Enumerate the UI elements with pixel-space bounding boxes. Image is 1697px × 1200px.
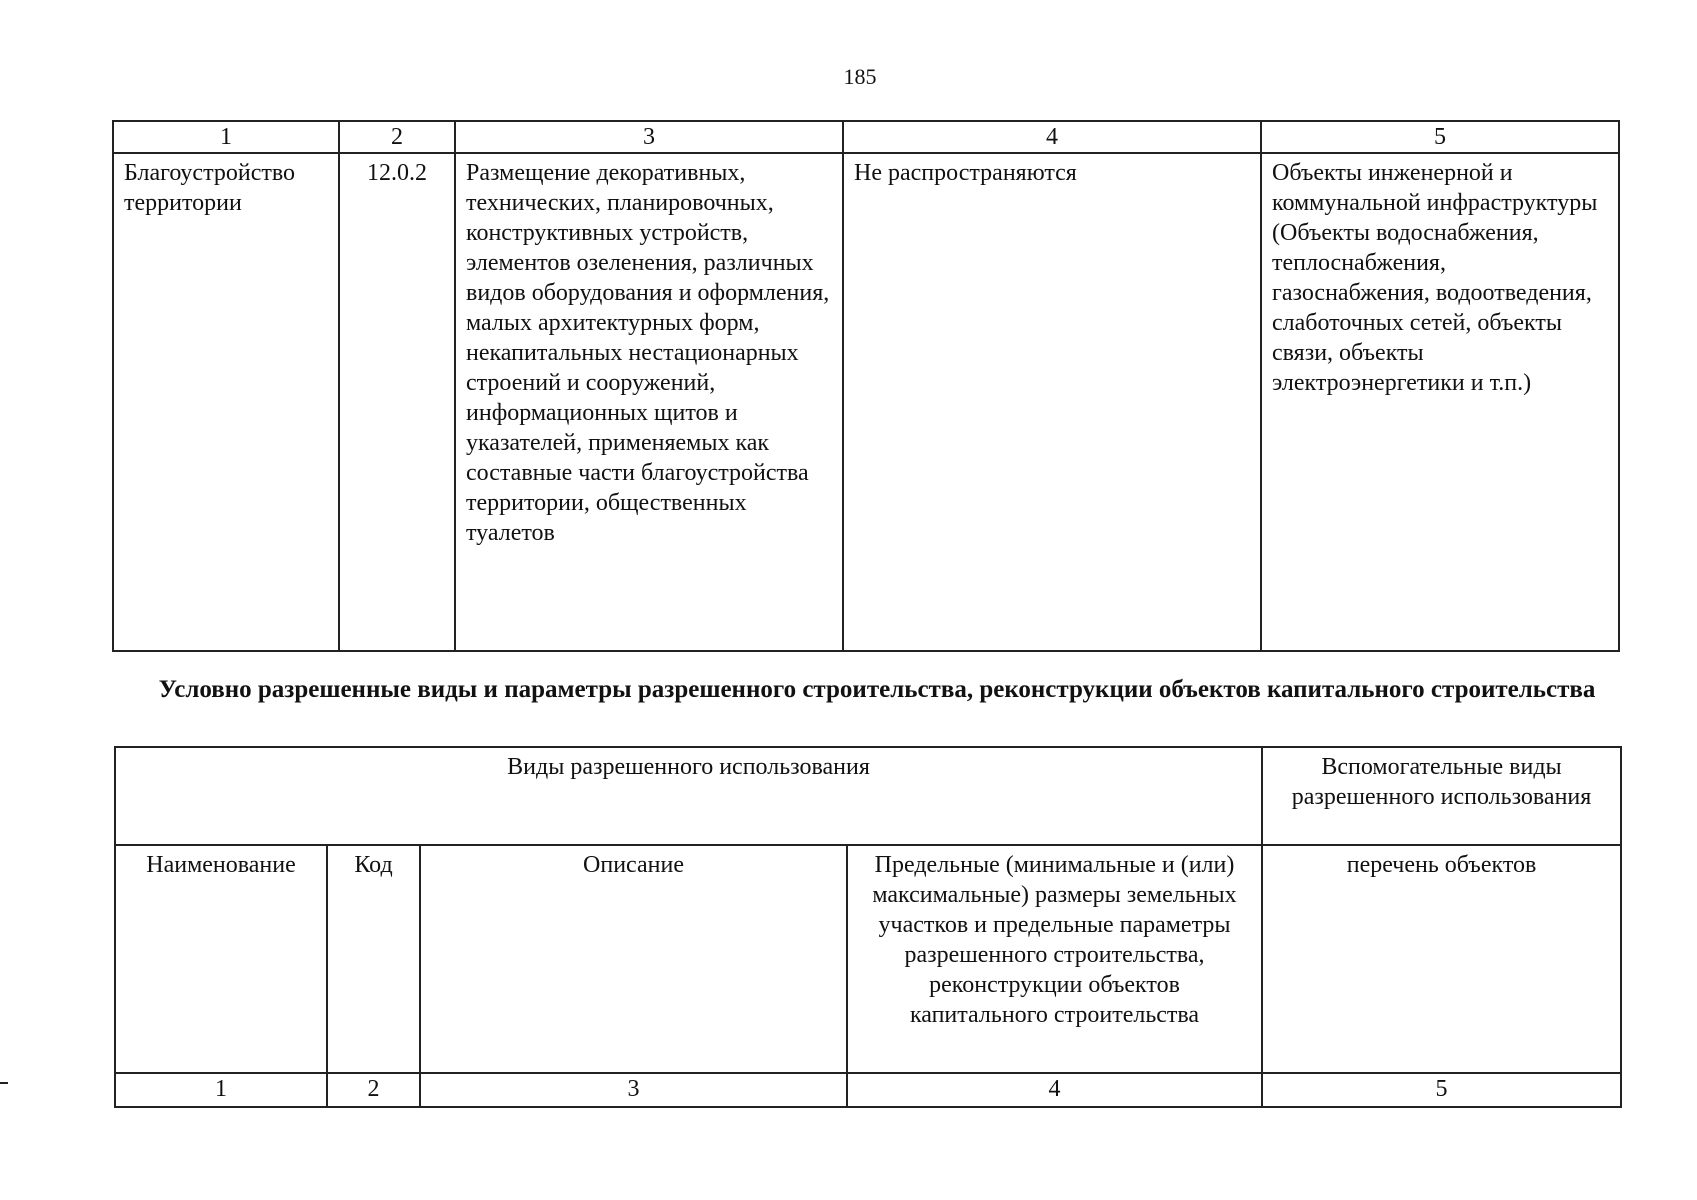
permitted-uses-table xyxy=(112,120,1620,652)
col-number-4: 4 xyxy=(847,1073,1262,1107)
use-description-cell: Размещение декоративных, технических, планировочных, конструктивных устройств, элементов озеленения, различных видов оборудования и оформления, малых архитектурных форм, некапитальных нестационарных строений и сооружений, информационных щитов и указателей, применяемых как составные части благоустройства территории, общественных туалетов xyxy=(455,153,843,651)
col-number-5: 5 xyxy=(1261,121,1619,153)
section-title: Условно разрешенные виды и параметры разрешенного строительства, реконструкции объектов капитального строительства xyxy=(158,676,1596,703)
col-number-3: 3 xyxy=(420,1073,847,1107)
col-number-4: 4 xyxy=(843,121,1261,153)
limits-column-header: Предельные (минимальные и (или) максимальные) размеры земельных участков и предельные параметры разрешенного строительства, реконструкции объектов капитального строительства xyxy=(847,845,1262,1073)
col-number-2: 2 xyxy=(327,1073,420,1107)
col-number-1: 1 xyxy=(113,121,339,153)
description-column-header: Описание xyxy=(420,845,847,1073)
permitted-uses-group-header: Виды разрешенного использования xyxy=(115,747,1262,845)
margin-mark xyxy=(0,1082,8,1084)
col-number-2: 2 xyxy=(339,121,455,153)
conditional-uses-table xyxy=(114,746,1622,1108)
column-numbers-row xyxy=(113,121,1619,153)
use-code-cell: 12.0.2 xyxy=(339,153,455,651)
col-number-5: 5 xyxy=(1262,1073,1621,1107)
group-header-row xyxy=(115,747,1621,845)
table-row xyxy=(113,153,1619,651)
auxiliary-uses-cell: Объекты инженерной и коммунальной инфраструктуры (Объекты водоснабжения, теплоснабжения, газоснабжения, водоотведения, слаботочных сетей, объекты связи, объекты электроэнергетики и т.п.) xyxy=(1261,153,1619,651)
col-number-3: 3 xyxy=(455,121,843,153)
page-number: 185 xyxy=(843,64,877,89)
code-column-header: Код xyxy=(327,845,420,1073)
name-column-header: Наименование xyxy=(115,845,327,1073)
col-number-1: 1 xyxy=(115,1073,327,1107)
objects-column-header: перечень объектов xyxy=(1262,845,1621,1073)
column-headers-row xyxy=(115,845,1621,1073)
column-numbers-row xyxy=(115,1073,1621,1107)
use-limits-cell: Не распространяются xyxy=(843,153,1261,651)
auxiliary-uses-header: Вспомогательные виды разрешенного использования xyxy=(1262,747,1621,845)
use-name-cell: Благоустройство территории xyxy=(113,153,339,651)
